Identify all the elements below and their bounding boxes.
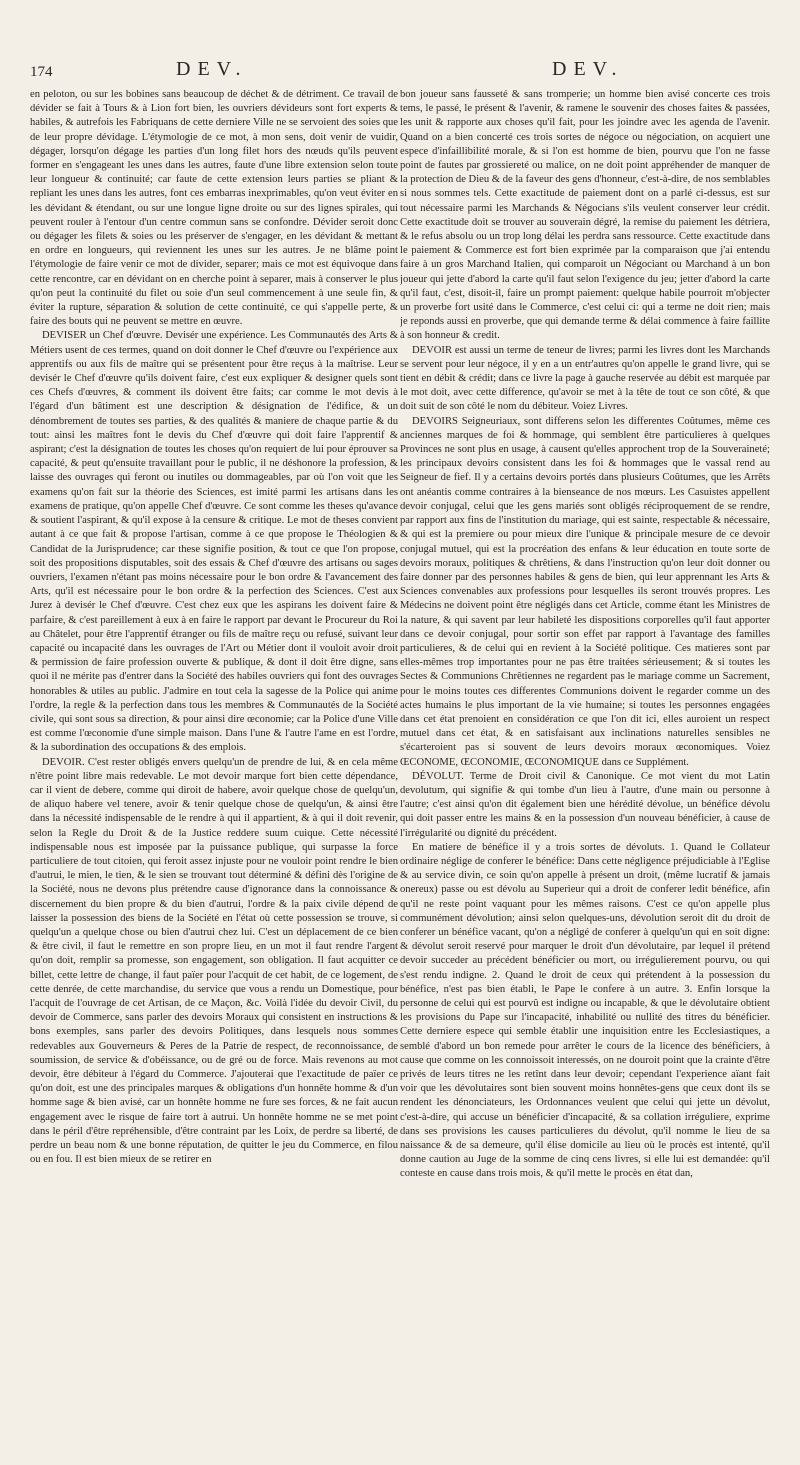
paragraph-devoirs-seigneuriaux: DEVOIRS Seigneuriaux, sont differens selon les differentes Coûtumes, même ces anciennes marques de foi & hommage, qui semblent être particulieres à quelques Provinces ne sont plus en usage, à causent qu'elles approchent trop de la Souveraineté; les principaux devoirs consistent dans les foi & hommages que le vassal rend au Seigneur de fief. Il y a certains devoirs portés dans plusieurs Coûtumes, que les Arrêts ont anéantis comme contraires à la bienseance de nos mœurs. Les Casuistes appellent devoir conjugal, celui que les gens mariés sont obligés réciproquement de se rendre, par rapport aux fins de l'institution du mariage, qui est sainte, respectable & nécessaire, & qui est la premiere ou pour mieux dire l'unique & principale mesure de ce devoir conjugal mutuel, qui est la procréation des enfans & leur éducation en toute sorte de devoirs moraux, politiques & chrêtiens, & dans l'instruction qu'on leur doit donner ou faire donner par des personnes habiles & gens de bien, qui leur apprennant les Arts & Sciences convenables aux professions pour lesquelles ils seront trouvés propres. Les Médecins ne doivent point être négligés dans cet Article, comme étant les Ministres de la nature, & qui savent par leur habileté les dispositions corporelles qu'il faut apporter dans ce devoir conjugal, pour sortir son effet par rapport à l'avantage des familles particulieres, & de celui qui en revient à la Société politique. Ces matieres sont par elles-mêmes trop importantes pour ne pas être traitées sérieusement; & si toutes les Sectes & Communions Chrêtiennes ne regardent pas le mariage comme un Sacrement, pour le moins toutes ces differentes Communions doivent le regarder comme un des actes humains le plus important de la vie humaine; si toutes les personnes engagées dans cet état prenoient en considération ce que l'on dit ici, elles auroient un respect mutuel dans cet état, & en satisfaisant aux inclinations naturelles sensibles ne s'écarteroient pas si souvent de leurs devoirs moraux œconomiques. Voiez ŒCONOME, ŒCONOMIE, ŒCONOMIQUE dans ce Supplément. bbox=[400, 415, 770, 768]
running-head bbox=[0, 54, 800, 84]
page-number: 174 bbox=[30, 64, 53, 80]
paragraph-deviser-chef-oeuvre: DEVISER un Chef d'œuvre. Devisér une expérience. Les Communautés des Arts & Métiers usent de ces termes, quand on doit donner le Chef d'œuvre ou l'expérience aux apprentifs ou aux fils de maître qui se présentent pour être reçus à la maîtrise. Leur devisér le Chef d'œuvre qu'ils doivent faire, c'est eux expliquer & designer quels sont ces Chefs d'œuvres, & comment ils doivent être faits; car comme le mot devis à l'égard d'un bâtiment est une description & désignation de l'édifice, & un dénombrement de toutes ses parties, & des qualités & maniere de chaque partie & du tout: ainsi les maîtres font le devis du Chef d'œuvre qui doit faire l'apprentif & aspirant; c'est la désignation de toutes les choses qu'on requiert de lui pour éprouver sa capacité, & peut qu'ensuite travaillant pour le public, il ne déshonore la profession, & laisse des ouvrages qui feront ou inutiles ou dommageables, par où l'on voit que les examens qu'on fait sur la théorie des Sciences, est imité parmi les artisans dans les examens de pratique, qu'on appelle Chef d'œuvre. Ce sont comme les theses qu'avance & soutient l'aspirant, & qu'il expose à la censure & critique. Le mot de theses convient autant à ce que fait & propose l'artisan, comme à ce que propose le Théologien & Candidat de la Jurisprudence; car these signifie position, & tout ce que l'on propose, soit des propositions disputables, soit des essais & Chef d'œuvre des artisans ou sages ouvriers, l'examen n'étant pas moins nécessaire pour le bon ordre & l'avancement des Arts, qu'il est nécessaire pour le bon ordre & la perfection des Sciences. C'est aux Jurez à devisér le Chef d'œuvre. C'est chez eux que les aspirans les doivent faire & parfaire, & c'est pareillement à eux à en faire le rapport par devant le Procureur du Roi au Châtelet, pour être l'apprentif étranger ou fils de maître reçu ou refusé, suivant leur capacité ou incapacité dans les ouvrages de l'Art ou Métier dont il vouloit avoir droit & permission de faire profession ouverte & publique, & dont il doit être digne, sans quoi il ne mérite pas d'entrer dans la Société des habiles ouvriers qui font des ouvrages honorables & utiles au public. J'admire en tout cela la sagesse de la Police qui anime l'ordre, la regle & la perfection dans tous les membres & Communautés de la Société civile, qui sont sous sa direction, & pour ainsi dire œconomie; car la Police d'une Ville est comme l'œconomie d'une simple maison. Dans l'une & l'autre l'ame en est l'ordre, & la subordination des occupations & des emplois. bbox=[30, 330, 398, 754]
paragraph-devoir-livres: DEVOIR est aussi un terme de teneur de livres; parmi les livres dont les Marchands se servent pour leur négoce, il y en a un entr'autres qu'on appelle le grand livre, qui se tient en débit & crédit; dans ce livre la page à gauche reservée au débit est marquée par le mot doit, avec cette difference, qu'avoir se met à la tête de tout ce son côté, & que doit suit de son côté le nom du débiteur. Voiez Livres. bbox=[400, 344, 770, 413]
paragraph-devoir-continuation: bon joueur sans fausseté & sans tromperie; un homme bien avisé concerte ces trois tems, le passé, le présent & l'avenir, & ramene le souvenir des choses faites & passées, les unit & rapporte aux choses qu'il fait, pour les joindre avec les agenda de l'avenir. Quand on a bien concerté ces trois sortes de négoce ou négociation, on acquiert une espece d'infaillibilité morale, & si l'on est homme de bien, pourvu que l'on ne fasse point de fautes par grossiereté ou malice, on ne doit point appréhender de manquer de la protection de Dieu & de la faveur des gens d'honneur, c'est-à-dire, de nos semblables si nous sommes tels. Cette exactitude de paiement dont on a parlé ci-dessus, est sur tout nécessaire parmi les Marchands & Négocians s'ils veulent conserver leur crédit. Cette exactitude doit se trouver au souverain dégré, la remise du paiement les détriera, & le refus absolu ou un trop long délai les perdra sans ressource. Cette exactitude dans le paiement & Commerce est fort bien exprimée par la comparaison que j'ai entendu faire à un gros Marchand Italien, qui comparoit un Négociant ou Marchand à un bon joueur qui jette d'abord la carte qu'il faut selon l'exigence du jeu; jetter d'abord la carte qu'il faut, c'est, disoit-il, faire un prompt paiement: quelque habile pourroit m'objecter un proverbe fort usité dans le Commerce, c'est celui ci: qui a terme ne doit rien; mais je reponds aussi en proverbe, que qui demande terme & délai commence à faire faillite à son honneur & credit. bbox=[400, 89, 770, 342]
paragraph-devoir: DEVOIR. C'est rester obligés envers quelqu'un de prendre de lui, & en cela même n'être point libre mais redevable. Le mot devoir marque fort bien cette dépendance, car il vient de debere, comme qui diroit de habere, avoir quelque chose de quelqu'un, de aliquo habere vel tenere, avoir & tenir quelque chose de quelqu'un, & ainsi être dans la nécessité indispensable de le rendre à qui il appartient, & à qui il doit revenir, selon la Regle du Droit & de la Justice reddere suum cuique. Cette nécessité indispensable nous est imposée par la puissance publique, qui surpasse la force particuliere de tout citoien, qui feroit assez injuste pour ne vouloir point rendre le bien d'autrui, le mien, le tien, & le sien se trouvant tout déterminé & défini dès l'origine de la Société, nous ne devons plus prétendre cause d'ignorance dans la connoissance & discernement du bien propre & du bien d'autrui, l'ordre & la paix civile dépend de laisser la possession des biens de la Société en l'état où cette possession se trouve, si quelqu'un a quelque chose ou bien d'autrui chez lui. C'est un déplacement de ce bien & être civil, il faut le remettre en son propre lieu, en un mot il faut rendre l'argent qu'on doit, remplir sa promesse, son engagement, son obligation. Il faut acquitter ce billet, cette lettre de change, il faut païer pour l'acquit de cet habit, de ce logement, de cette denrée, de cette marchandise, du service que vous a rendu un Domestique, pour l'acquit de l'ouvrage de cet Artisan, de ce Maçon, &c. Voilà l'idée du devoir Civil, du devoir de Commerce, sans parler des devoirs Moraux qui consistent en instructions & bons exemples, sans parler des devoirs Politiques, dans lesquels nous sommes redevables aux Gouverneurs & Peres de la Patrie de respect, de reconnoissance, de soumission, de service & d'obéissance, ou de gré ou de force. Mais revenons au mot devoir, être débiteur à l'égard du Commerce. J'ajouterai que l'exactitude de païer ce qu'on doit, est une des principales marques & obligations d'un honnête homme & d'un homme sage & bien avisé, car un honnête homme ne fure ses forces, & ne fait aucun engagement avec le risque de faire tort à autrui. Un honnête homme ne se met point dans le péril d'être repréhensible, d'être contraint par les Loix, de perdre sa liberté, de perdre un beau nom & une bonne réputation, de quitter le jeu du Commerce, en filou ou en fou. Il est bien mieux de se retirer en bbox=[30, 756, 398, 1166]
right-running-title: DEV. bbox=[552, 58, 624, 80]
right-column bbox=[400, 88, 770, 1443]
paragraph-devoluts-benefice: En matiere de bénéfice il y a trois sortes de dévoluts. 1. Quand le Collateur ordinaire néglige de conferer le bénéfice: Dans cette négligence préjudiciable à l'Eglise & au service divin, ce soin qu'on appelle à présent un droit, (même lucratif & jamais onereux) passe ou est dévolu au Superieur qui a droit de conferer ledit bénéfice, afin qu'il ne reste point vaquant pour les mêmes raisons. C'est ce qu'on appelle plus communément dévolution; ainsi selon quelques-uns, dévolution seroit dit du droit de conferer un bénéfice vacant, qu'on a négligé de conferer à quelqu'un qui en soit digne: & dévolut seroit reservé pour marquer le droit d'un dévolutaire, par lequel il prétend devoir succeder au précédent bénéficier ou mort, ou irrégulierement pourvu, ou qui s'est rendu indigne. 2. Quand le droit de ceux qui prétendent à la possession du bénéfice, n'est pas bien établi, le Pape le confere à un autre. 3. Enfin lorsque la personne de celui qui est pourvû est indigne ou incapable, & que le dévolutaire obtient les provisions du Pape sur l'incapacité, inhabilité ou nullité des titres du bénéficier. Cette derniere espece qui semble établir une inquisition entre les Ecclesiastiques, a semblé d'abord un bon remede pour arrêter le cours de la licence des bénéficiers, à cause que comme on les connoissoit interessés, on ne douroit point que la crainte d'être privés de leurs titres ne les retînt dans leur devoir; cependant l'experience aïant fait voir que les dévolutaires sont bien souvent moins honnêtes-gens que ceux dont ils se rendent les dénonciateurs, les Ordonnances veulent que celui qui jette un dévolut, c'est-à-dire, qui accuse un bénéficier d'incapacité, & sa collation irréguliere, exprime dans ses provisions les causes particulieres du dévolut, qu'il nomme le lieu de sa naissance & de sa demeure, qu'il élise domicile au lieu où le procès est intenté, qu'il donne caution au Juge de la somme de cinq cens livres, si elle lui est demandée: qu'il conteste en cause dans trois mois, & qu'il mette le procès en état dan, bbox=[400, 841, 770, 1180]
left-running-title: DEV. bbox=[176, 58, 248, 80]
paragraph-deviser-continuation: en peloton, ou sur les bobines sans beaucoup de déchet & de détriment. Ce travail de dévider se fait à Tours & à Lion fort bien, les ouvriers dévideurs sont fort experts & habiles, & autrefois les Fabriquans de cette derniere Ville ne se servoient des soies que de leur propre dévidage. L'étymologie de ce mot, à mon sens, doit venir de vuidir, dégager, lorsqu'on dégage les parties d'un long filet hors des nœuds qu'ils peuvent former en s'engageant les unes dans les autres, faute d'une libre extension selon toute leur longueur & continuité; car faute de cette extension leurs parties se pliant & repliant les unes dans les autres, font ces embarras inexprimables, qu'on veut éviter en les dévidant & étendant, ou sur une longue ligne droite ou sur des lignes spirales, qui peuvent rouler à l'entour d'un centre commun sans se confondre. Dévider seroit donc ou dégager les filets & soies ou les préserver de s'engager, en les dévidant & mettant en ordre en longueurs, qui reviennent les unes sur les autres. Je ne blâme point l'étymologie de faire venir ce mot de divider, separer; mais ce mot est équivoque dans cette rencontre, car en dévidant on en cherche point à separer, mais à conserver le plus qu'on peut la continuité du filet ou soie d'un seul commencement à une seule fin, & éviter la rupture, séparation & solution de cette continuité, ce qui s'appelle perte, & faire des bouts qui ne peuvent se mettre en œuvre. bbox=[30, 89, 398, 328]
left-column bbox=[30, 88, 398, 1443]
paragraph-devolut: DÉVOLUT. Terme de Droit civil & Canonique. Ce mot vient du mot Latin devolutum, qui signifie & qui tombe d'un lieu à l'autre, d'une main ou personne à l'autre; c'est ainsi qu'on dit également bien une hérédité dévolue, un bénéfice dévolu qui doit passer entre les mains & en la possession d'un nouveau bénéficier, à cause de l'irrégularité ou dignité du précédent. bbox=[400, 770, 770, 839]
